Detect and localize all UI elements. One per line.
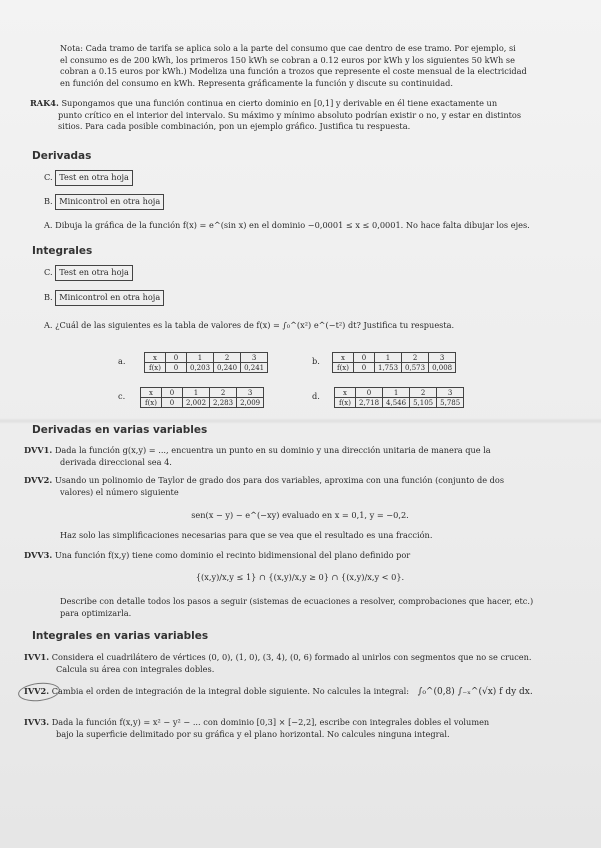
problem-text: sitios. Para cada posible combinación, pon un ejemplo gráfico. Justifica tu respuesta. — [58, 121, 411, 131]
table-cell: 0,573 — [402, 363, 429, 373]
table-cell: 0,240 — [214, 363, 241, 373]
table-cell: 2 — [402, 353, 429, 363]
item-letter: A. — [44, 220, 53, 230]
table-cell: 4,546 — [383, 398, 410, 408]
problem-label: IVV3. — [24, 717, 50, 727]
top-note-line: el consumo es de 200 kWh, los primeros 150 kWh se cobran a 0.12 euros por kWh y los siguientes 50 kWh se — [60, 54, 515, 65]
table-cell: 0 — [166, 353, 187, 363]
table-cell: 2,009 — [237, 398, 264, 408]
table-cell: 1 — [383, 388, 410, 398]
table-cell: 3 — [237, 388, 264, 398]
problem-label: DVV1. — [24, 445, 53, 455]
item-boxed-text: Minicontrol en otra hoja — [55, 194, 164, 210]
table-cell: x — [335, 388, 356, 398]
table-cell: 5,105 — [410, 398, 437, 408]
dvv3-description — [60, 596, 560, 619]
item-boxed-text: Test en otra hoja — [55, 265, 133, 281]
item-boxed-text: Test en otra hoja — [55, 170, 133, 186]
table-label: a. — [118, 356, 126, 366]
problem-text: Cambia el orden de integración de la integral doble siguiente. No calcules la integral: — [51, 686, 410, 696]
problem-text: Considera el cuadrilátero de vértices (0, 0), (1, 0), (3, 4), (0, 6) formado al unirlos con segmentos que no se crucen. — [51, 652, 532, 662]
item-text: Dibuja la gráfica de la función f(x) = e^(sin x) en el dominio −0,0001 ≤ x ≤ 0,0001. No hace falta dibujar los ejes. — [55, 220, 530, 230]
value-table-c — [118, 387, 264, 408]
integrales-item-a — [44, 320, 564, 332]
table-cell: 3 — [429, 353, 456, 363]
table-cell: f(x) — [145, 363, 166, 373]
table-row-x — [335, 388, 464, 398]
table-cell: 0 — [162, 388, 183, 398]
table-cell: 0,008 — [429, 363, 456, 373]
problem-label: DVV3. — [24, 550, 53, 560]
table-cell: 0 — [354, 353, 375, 363]
table-cell: 1 — [183, 388, 210, 398]
table-label: d. — [312, 391, 320, 401]
value-table-b — [312, 352, 456, 373]
ivv2-problem — [24, 686, 564, 699]
integrales-item-c — [44, 265, 133, 281]
table-cell: 3 — [241, 353, 268, 363]
dvv2-formula: sen(x − y) − e^(−xy) evaluado en x = 0,1, y = −0,2. — [191, 510, 409, 520]
dvv2-problem — [24, 475, 554, 498]
table-label: b. — [312, 356, 320, 366]
table-cell: f(x) — [335, 398, 356, 408]
item-letter: B. — [44, 196, 53, 206]
dvv1-problem — [24, 445, 554, 468]
table-row-x — [333, 353, 456, 363]
value-table-d — [312, 387, 464, 408]
table-cell: 2 — [210, 388, 237, 398]
table-cell: 5,785 — [437, 398, 464, 408]
derivadas-item-a — [44, 220, 564, 232]
table-cell: 0 — [162, 398, 183, 408]
top-note-line: en función del consumo en kWh. Representa gráficamente la función y discute su continuidad. — [60, 77, 453, 88]
table-cell: x — [145, 353, 166, 363]
table-row-x — [141, 388, 264, 398]
section-title-integrales: Integrales — [32, 245, 93, 257]
table-cell: 2 — [410, 388, 437, 398]
table-cell: f(x) — [333, 363, 354, 373]
top-note-line: cobran a 0.15 euros por kWh.) Modeliza una función a trozos que represente el coste mensual de la electricidad — [60, 66, 527, 76]
problem-text: para optimizarla. — [60, 607, 132, 618]
problem-label: RAK4. — [30, 98, 59, 108]
table-cell: 3 — [437, 388, 464, 398]
dvv2-note: Haz solo las simplificaciones necesarias para que se vea que el resultado es una fracción. — [60, 530, 433, 540]
table-cell: 0 — [354, 363, 375, 373]
problem-label: DVV2. — [24, 475, 53, 485]
table-cell: 0,241 — [241, 363, 268, 373]
problem-text: Dada la función f(x,y) = x² − y² − ... con dominio [0,3] × [−2,2], escribe con integrales dobles el volumen — [51, 717, 490, 727]
table-cell: x — [333, 353, 354, 363]
table-cell: 2,718 — [356, 398, 383, 408]
item-text: ¿Cuál de las siguientes es la tabla de valores de f(x) = ∫₀^(x²) e^(−t²) dt? Justifica tu respuesta. — [55, 320, 455, 330]
problem-label: IVV1. — [24, 652, 50, 662]
item-boxed-text: Minicontrol en otra hoja — [55, 290, 164, 306]
ivv1-problem — [24, 652, 564, 675]
ivv2-integral: ∫₀^(0,8) ∫₋ₓ^(√x) f dy dx. — [417, 687, 533, 697]
table-row-fx — [335, 398, 464, 408]
problem-text: bajo la superficie delimitado por su gráfica y el plano horizontal. No calcules ninguna integral. — [56, 728, 450, 739]
table-cell: 0 — [166, 363, 187, 373]
problem-text: Dada la función g(x,y) = ..., encuentra un punto en su dominio y una dirección unitaria de manera que la — [54, 445, 491, 455]
top-note — [60, 43, 560, 89]
problem-text: Describe con detalle todos los pasos a seguir (sistemas de ecuaciones a resolver, comprobaciones que hacer, etc.) — [60, 596, 534, 606]
item-letter: B. — [44, 292, 53, 302]
table-cell: f(x) — [141, 398, 162, 408]
table-cell: 2 — [214, 353, 241, 363]
dvv3-formula: {(x,y)/x,y ≤ 1} ∩ {(x,y)/x,y ≥ 0} ∩ {(x,y)/x,y < 0}. — [195, 572, 405, 582]
table-row-fx — [333, 363, 456, 373]
table-row-x — [145, 353, 268, 363]
integrales-item-b — [44, 290, 164, 306]
problem-text: Usando un polinomio de Taylor de grado dos para dos variables, aproxima con una función (conjunto de dos — [54, 475, 505, 485]
item-letter: C. — [44, 172, 53, 182]
table-cell: 0,203 — [187, 363, 214, 373]
table-cell: 2,002 — [183, 398, 210, 408]
section-title-derivadas: Derivadas — [32, 150, 92, 162]
table-label: c. — [118, 391, 126, 401]
item-letter: A. — [44, 320, 53, 330]
problem-text: punto crítico en el interior del intervalo. Su máximo y mínimo absoluto podrían existir o no, y estar en distintos — [58, 109, 522, 120]
table-cell: 2,283 — [210, 398, 237, 408]
derivadas-item-b — [44, 194, 164, 210]
table-cell: x — [141, 388, 162, 398]
rak4-problem — [30, 98, 555, 133]
section-title-derivadas-varias: Derivadas en varias variables — [32, 424, 208, 436]
section-title-integrales-varias: Integrales en varias variables — [32, 630, 209, 642]
table-row-fx — [145, 363, 268, 373]
ivv3-problem — [24, 717, 564, 740]
table-row-fx — [141, 398, 264, 408]
value-table-a — [118, 352, 268, 373]
table-cell: 1 — [187, 353, 214, 363]
table-cell: 1 — [375, 353, 402, 363]
dvv3-problem — [24, 550, 554, 562]
table-cell: 1,753 — [375, 363, 402, 373]
problem-text: Calcula su área con integrales dobles. — [56, 663, 215, 674]
problem-text: Una función f(x,y) tiene como dominio el recinto bidimensional del plano definido por — [54, 550, 411, 560]
top-note-line: Nota: Cada tramo de tarifa se aplica solo a la parte del consumo que cae dentro de ese tramo. Por ejemplo, si — [60, 43, 516, 53]
problem-text: Supongamos que una función continua en cierto dominio en [0,1] y derivable en él tiene exactamente un — [61, 98, 498, 108]
item-letter: C. — [44, 267, 53, 277]
problem-text: valores) el número siguiente — [60, 486, 179, 497]
table-cell: 0 — [356, 388, 383, 398]
derivadas-item-c — [44, 170, 133, 186]
problem-label: IVV2. — [24, 686, 50, 696]
problem-text: derivada direccional sea 4. — [60, 456, 172, 467]
